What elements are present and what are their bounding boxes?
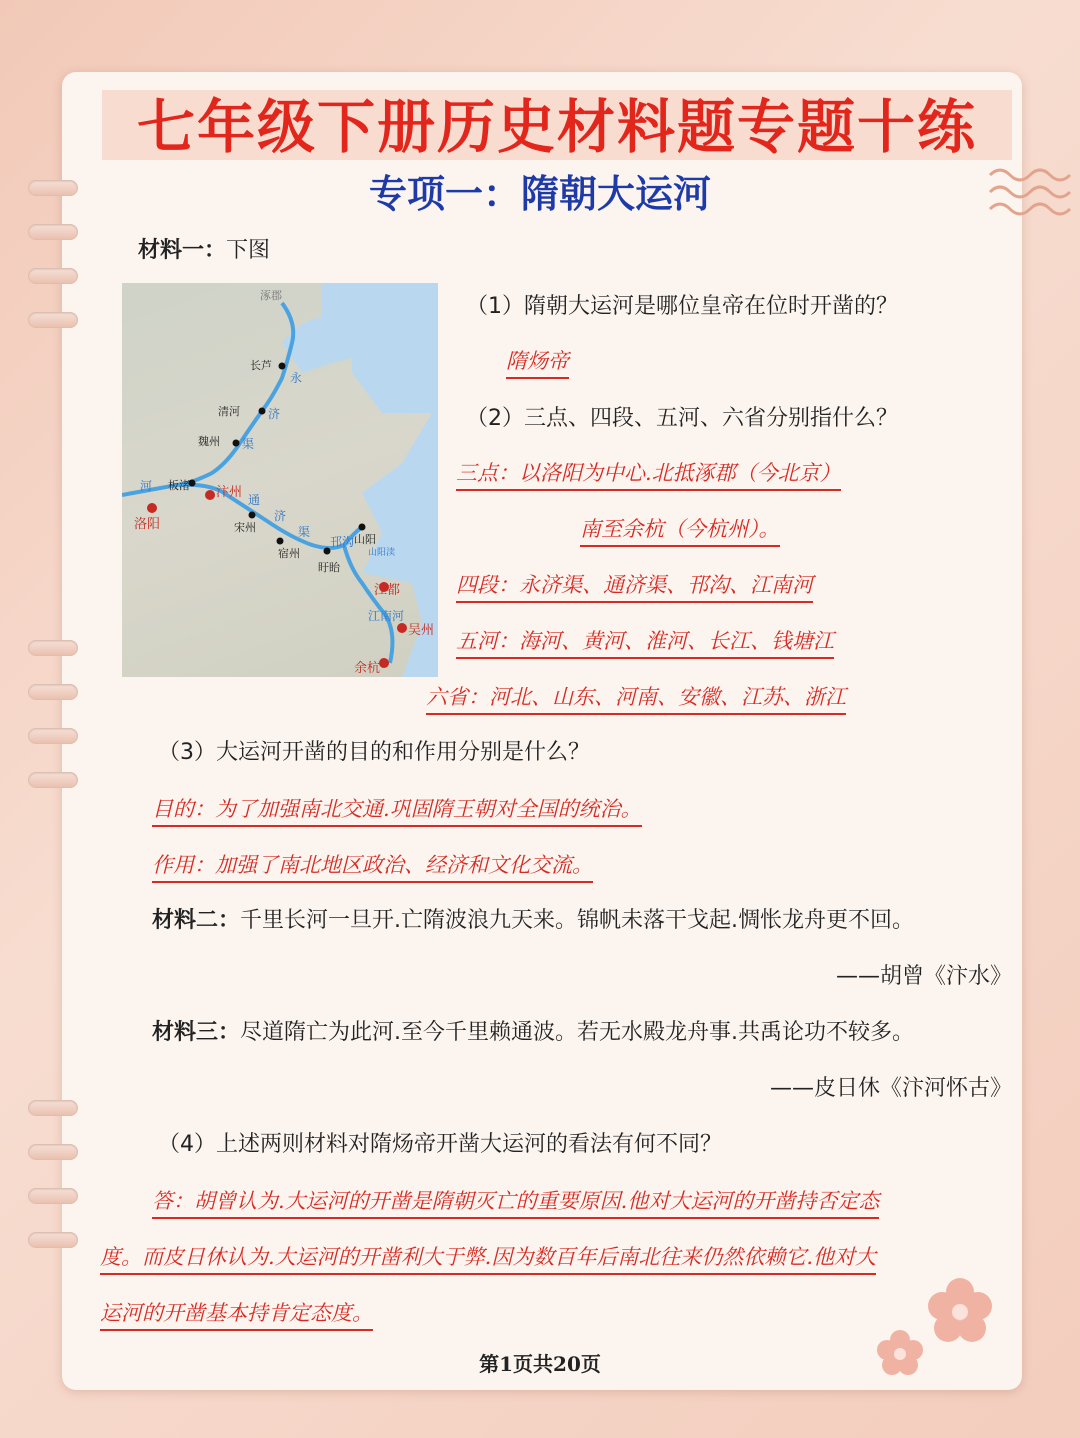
binder-ring [28, 1100, 78, 1116]
material-3-source: ——皮日休《汴河怀古》 [769, 1076, 1012, 1101]
binder-ring [28, 1188, 78, 1204]
question-4: （4）上述两则材料对隋炀帝开凿大运河的看法有何不同？ [158, 1132, 722, 1157]
map-label-qu: 渠 [242, 437, 255, 451]
map-label-ji2: 济 [274, 509, 287, 523]
material-2 [152, 906, 914, 936]
material-2-label: 材料二： [152, 908, 241, 933]
material-1-label: 材料一： [138, 238, 227, 263]
binder-ring [28, 728, 78, 744]
answer-3-line-2: 作用：加强了南北地区政治、经济和文化交流。 [152, 850, 593, 883]
map-label-songzhou: 宋州 [234, 521, 256, 534]
binder-ring [28, 268, 78, 284]
binder-ring [28, 224, 78, 240]
map-label-yong: 永 [290, 371, 303, 385]
map-label-ji: 济 [268, 407, 281, 421]
question-2: （2）三点、四段、五河、六省分别指什么？ [466, 406, 898, 431]
map-label-he: 河 [140, 479, 153, 493]
answer-2-line-2: 南至余杭（今杭州）。 [580, 514, 780, 547]
binder-ring [28, 1232, 78, 1248]
page-title: 七年级下册历史材料题专题十练 [136, 93, 977, 161]
answer-4-line-2: 度。而皮日休认为.大运河的开凿利大于弊.因为数百年后南北往来仍然依赖它.他对大 [100, 1242, 876, 1275]
map-label-shanyangdu: 山阳渎 [368, 548, 396, 558]
map-label-luoyang: 洛阳 [134, 517, 161, 532]
binder-ring [28, 640, 78, 656]
answer-2-line-4: 五河：海河、黄河、淮河、长江、钱塘江 [456, 626, 834, 659]
map-label-shanyang: 山阳 [354, 533, 376, 546]
map-label-qu2: 渠 [298, 525, 311, 539]
binder-ring [28, 1144, 78, 1160]
material-2-source: ——胡曾《汴水》 [835, 964, 1012, 989]
material-1-text: 下图 [226, 238, 271, 263]
map-label-wuzhou: 吴州 [408, 623, 435, 638]
material-3-text: 尽道隋亡为此河.至今千里赖通波。若无水殿龙舟事.共禹论功不较多。 [240, 1020, 915, 1045]
material-3-label: 材料三： [152, 1020, 241, 1045]
grand-canal-map [122, 283, 438, 677]
section-subtitle: 专项一：隋朝大运河 [368, 172, 711, 216]
binder-ring [28, 684, 78, 700]
map-label-tong: 通 [248, 493, 261, 507]
map-label-zhuojun: 涿郡 [260, 289, 282, 302]
map-label-jiangnan: 江南河 [368, 609, 405, 623]
map-label-yuhang: 余杭 [354, 661, 381, 676]
page-number: 第1页共20页 [479, 1352, 601, 1376]
material-1-heading [138, 236, 270, 266]
binder-ring [28, 312, 78, 328]
map-label-xuyi: 盱眙 [318, 561, 340, 574]
material-2-text: 千里长河一旦开.亡隋波浪九天来。锦帆未落干戈起.惆怅龙舟更不回。 [240, 908, 915, 933]
map-label-suzhou: 宿州 [278, 547, 300, 560]
question-1: （1）隋朝大运河是哪位皇帝在位时开凿的？ [466, 294, 898, 319]
map-label-banzhu: 板渚 [168, 479, 190, 492]
map-label-bianzhou: 汴州 [216, 485, 243, 500]
material-3 [152, 1018, 914, 1048]
answer-4-line-1: 答：胡曾认为.大运河的开凿是隋朝灭亡的重要原因.他对大运河的开凿持否定态 [152, 1186, 879, 1219]
answer-1: 隋炀帝 [506, 346, 569, 379]
map-label-weizhou: 魏州 [198, 435, 220, 448]
map-label-qinghe: 清河 [218, 405, 240, 418]
map-label-changlu: 长芦 [250, 359, 272, 372]
answer-4-line-3: 运河的开凿基本持肯定态度。 [100, 1298, 373, 1331]
answer-2-line-5: 六省：河北、山东、河南、安徽、江苏、浙江 [426, 682, 846, 715]
binder-ring [28, 772, 78, 788]
map-label-jiangdu: 江都 [374, 583, 401, 598]
map-label-hanqu: 邗沟 [330, 535, 355, 549]
question-3: （3）大运河开凿的目的和作用分别是什么？ [158, 740, 590, 765]
answer-3-line-1: 目的：为了加强南北交通.巩固隋王朝对全国的统治。 [152, 794, 642, 827]
answer-2-line-3: 四段：永济渠、通济渠、邗沟、江南河 [456, 570, 813, 603]
answer-2-line-1: 三点：以洛阳为中心.北抵涿郡（今北京） [456, 458, 841, 491]
